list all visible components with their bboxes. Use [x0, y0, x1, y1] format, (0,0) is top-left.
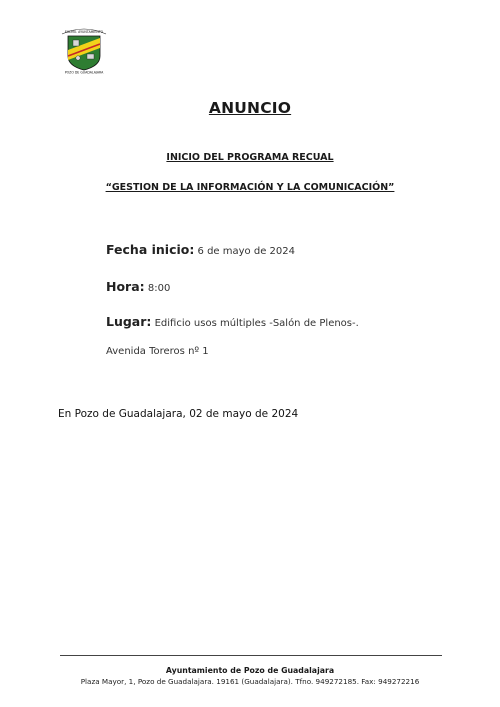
address-line: Avenida Toreros nº 1: [106, 346, 209, 357]
location-label: Lugar:: [106, 314, 152, 329]
time-value: 8:00: [147, 283, 171, 294]
municipal-crest-logo: [56, 26, 112, 74]
page-title: ANUNCIO: [208, 99, 292, 117]
svg-text:POZO DE GUADALAJARA: POZO DE GUADALAJARA: [64, 70, 104, 74]
start-date-row: [106, 242, 295, 257]
start-date-value: 6 de mayo de 2024: [197, 246, 295, 257]
svg-text:EXCMO. AYUNTAMIENTO: EXCMO. AYUNTAMIENTO: [64, 30, 104, 34]
start-date-label: Fecha inicio:: [106, 242, 195, 257]
time-label: Hora:: [106, 279, 145, 294]
footer-contact: Plaza Mayor, 1, Pozo de Guadalajara. 19161 (Guadalajara). Tfno. 949272185. Fax: 949272216: [80, 677, 420, 686]
program-name: “GESTION DE LA INFORMACIÓN Y LA COMUNICACIÓN”: [105, 182, 395, 193]
location-value: Edificio usos múltiples -Salón de Plenos-.: [154, 318, 359, 329]
program-subtitle: [0, 152, 500, 163]
program-subtitle-text: INICIO DEL PROGRAMA RECUAL: [166, 152, 334, 163]
location-row: [106, 314, 359, 329]
footer-organization: Ayuntamiento de Pozo de Guadalajara: [165, 666, 335, 675]
place-and-date: En Pozo de Guadalajara, 02 de mayo de 2024: [58, 408, 299, 420]
time-row: [106, 279, 170, 294]
footer-divider: [60, 655, 442, 656]
